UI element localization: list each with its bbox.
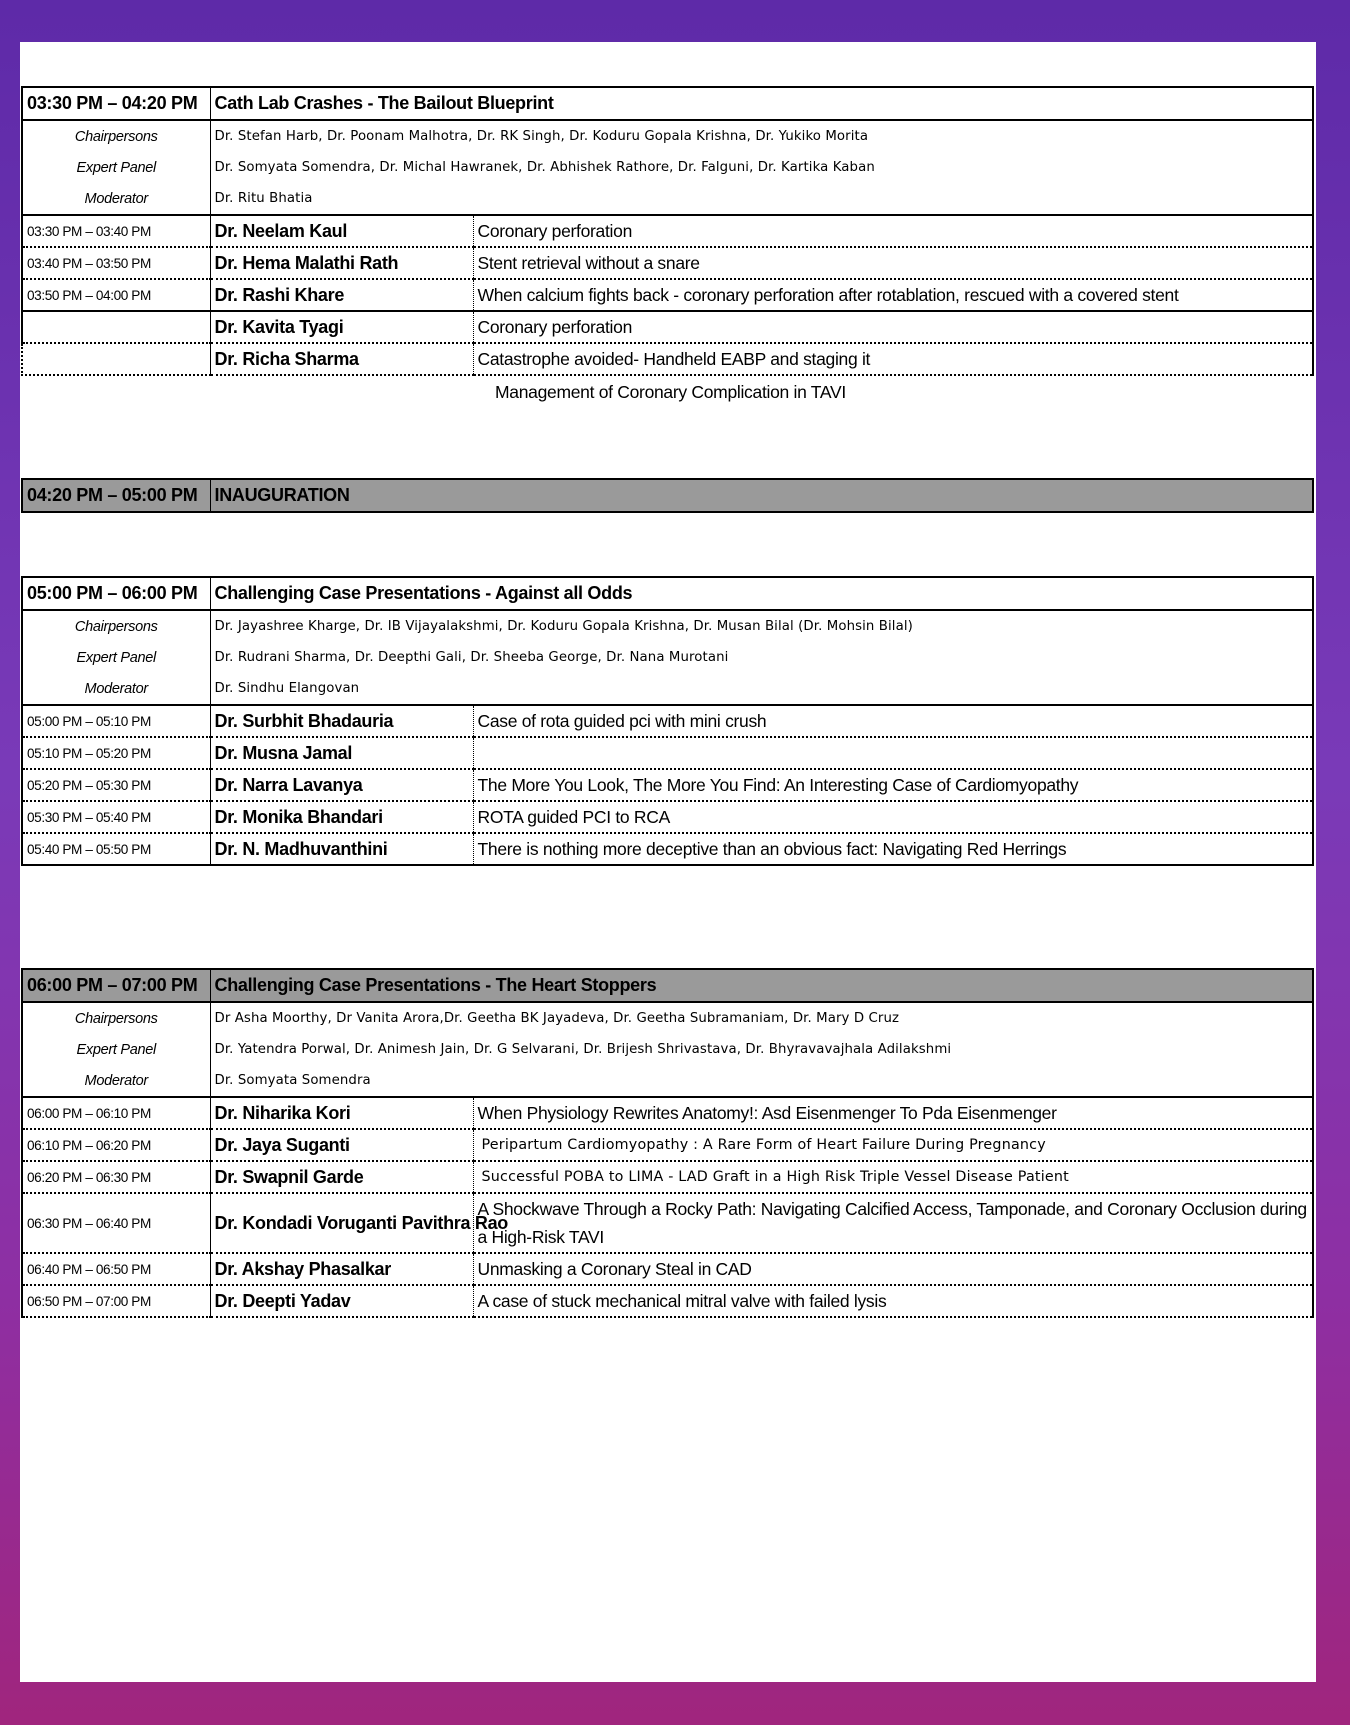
- talk-row: [22, 215, 1313, 247]
- talk-time: 06:10 PM – 06:20 PM: [22, 1129, 210, 1161]
- talk-speaker: Dr. Akshay Phasalkar: [210, 1253, 473, 1285]
- talk-speaker: Dr. Jaya Suganti: [210, 1129, 473, 1161]
- talk-row: [22, 247, 1313, 279]
- role-label: Moderator: [22, 673, 210, 705]
- talk-row: [22, 1253, 1313, 1285]
- talk-time: 05:30 PM – 05:40 PM: [22, 801, 210, 833]
- session-time: 06:00 PM – 07:00 PM: [22, 969, 210, 1002]
- talk-row: [22, 311, 1313, 343]
- talk-speaker: Dr. Niharika Kori: [210, 1097, 473, 1129]
- talk-topic: Case of rota guided pci with mini crush: [473, 705, 1313, 737]
- talk-topic: ROTA guided PCI to RCA: [473, 801, 1313, 833]
- talk-time: 06:40 PM – 06:50 PM: [22, 1253, 210, 1285]
- role-label: Chairpersons: [22, 1002, 210, 1034]
- talk-speaker: Dr. Kavita Tyagi: [210, 311, 473, 343]
- talk-speaker: Dr. Swapnil Garde: [210, 1161, 473, 1193]
- talk-time: 05:40 PM – 05:50 PM: [22, 833, 210, 865]
- role-row-expert-panel: [22, 152, 1313, 183]
- talk-row: [22, 1129, 1313, 1161]
- talk-time: 03:40 PM – 03:50 PM: [22, 247, 210, 279]
- role-row-chairpersons: [22, 1002, 1313, 1034]
- talk-speaker: Dr. Musna Jamal: [210, 737, 473, 769]
- role-names: Dr. Somyata Somendra, Dr. Michal Hawranek, Dr. Abhishek Rathore, Dr. Falguni, Dr. Kartika Kaban: [210, 152, 1313, 183]
- role-label: Chairpersons: [22, 610, 210, 642]
- talk-row: [22, 1193, 1313, 1253]
- talk-topic: When Physiology Rewrites Anatomy!: Asd Eisenmenger To Pda Eisenmenger: [473, 1097, 1313, 1129]
- talk-speaker: Dr. Neelam Kaul: [210, 215, 473, 247]
- session-inauguration: [21, 478, 1314, 513]
- talk-time: 06:20 PM – 06:30 PM: [22, 1161, 210, 1193]
- session-time: 04:20 PM – 05:00 PM: [22, 479, 210, 512]
- role-label: Moderator: [22, 1065, 210, 1097]
- loose-topic: Management of Coronary Complication in TAVI: [495, 382, 846, 402]
- talk-row: [22, 737, 1313, 769]
- talk-time: [22, 311, 210, 343]
- role-row-chairpersons: [22, 120, 1313, 152]
- session-title: Challenging Case Presentations - Against all Odds: [210, 577, 1313, 610]
- talk-row: [22, 279, 1313, 311]
- role-names: Dr. Jayashree Kharge, Dr. IB Vijayalakshmi, Dr. Koduru Gopala Krishna, Dr. Musan Bilal (Dr. Mohsin Bilal): [210, 610, 1313, 642]
- session-header: [22, 479, 1313, 512]
- role-row-expert-panel: [22, 1034, 1313, 1065]
- talk-topic: Successful POBA to LIMA - LAD Graft in a High Risk Triple Vessel Disease Patient: [473, 1161, 1313, 1193]
- role-row-moderator: [22, 183, 1313, 215]
- talk-topic: A case of stuck mechanical mitral valve with failed lysis: [473, 1285, 1313, 1317]
- role-names: Dr. Rudrani Sharma, Dr. Deepthi Gali, Dr. Sheeba George, Dr. Nana Murotani: [210, 642, 1313, 673]
- talk-time: 06:30 PM – 06:40 PM: [22, 1193, 210, 1253]
- role-row-chairpersons: [22, 610, 1313, 642]
- schedule-page: [20, 42, 1316, 1682]
- role-label: Expert Panel: [22, 1034, 210, 1065]
- talk-time: 03:50 PM – 04:00 PM: [22, 279, 210, 311]
- talk-row: [22, 343, 1313, 375]
- talk-time: 05:20 PM – 05:30 PM: [22, 769, 210, 801]
- talk-time: 06:00 PM – 06:10 PM: [22, 1097, 210, 1129]
- talk-topic: Coronary perforation: [473, 311, 1313, 343]
- talk-time: [22, 343, 210, 375]
- talk-row: [22, 769, 1313, 801]
- session-title: INAUGURATION: [210, 479, 1313, 512]
- session-time: 03:30 PM – 04:20 PM: [22, 87, 210, 120]
- talk-speaker: Dr. N. Madhuvanthini: [210, 833, 473, 865]
- talk-topic: Catastrophe avoided- Handheld EABP and staging it: [473, 343, 1313, 375]
- talk-row: [22, 1161, 1313, 1193]
- session-time: 05:00 PM – 06:00 PM: [22, 577, 210, 610]
- talk-time: 03:30 PM – 03:40 PM: [22, 215, 210, 247]
- role-row-moderator: [22, 1065, 1313, 1097]
- talk-row: [22, 1097, 1313, 1129]
- role-label: Moderator: [22, 183, 210, 215]
- role-label: Expert Panel: [22, 152, 210, 183]
- talk-speaker: Dr. Richa Sharma: [210, 343, 473, 375]
- talk-topic: A Shockwave Through a Rocky Path: Navigating Calcified Access, Tamponade, and Coronary Occlusion during a High-Risk TAVI: [473, 1193, 1313, 1253]
- role-label: Expert Panel: [22, 642, 210, 673]
- session-header: [22, 969, 1313, 1002]
- talk-speaker: Dr. Deepti Yadav: [210, 1285, 473, 1317]
- talk-topic: When calcium fights back - coronary perforation after rotablation, rescued with a covered stent: [473, 279, 1313, 311]
- talk-topic: Stent retrieval without a snare: [473, 247, 1313, 279]
- talk-time: 05:10 PM – 05:20 PM: [22, 737, 210, 769]
- session-title: Challenging Case Presentations - The Heart Stoppers: [210, 969, 1313, 1002]
- talk-row: [22, 705, 1313, 737]
- role-label: Chairpersons: [22, 120, 210, 152]
- talk-speaker: Dr. Rashi Khare: [210, 279, 473, 311]
- role-names: Dr. Stefan Harb, Dr. Poonam Malhotra, Dr. RK Singh, Dr. Koduru Gopala Krishna, Dr. Yukiko Morita: [210, 120, 1313, 152]
- talk-topic: Peripartum Cardiomyopathy : A Rare Form of Heart Failure During Pregnancy: [473, 1129, 1313, 1161]
- talk-speaker: Dr. Narra Lavanya: [210, 769, 473, 801]
- session-heart-stoppers: [21, 968, 1314, 1318]
- talk-row: [22, 1285, 1313, 1317]
- session-cath-lab-crashes: [21, 86, 1314, 376]
- talk-topic: The More You Look, The More You Find: An Interesting Case of Cardiomyopathy: [473, 769, 1313, 801]
- talk-speaker: Dr. Hema Malathi Rath: [210, 247, 473, 279]
- role-names: Dr. Sindhu Elangovan: [210, 673, 1313, 705]
- role-names: Dr. Ritu Bhatia: [210, 183, 1313, 215]
- role-names: Dr Asha Moorthy, Dr Vanita Arora,Dr. Geetha BK Jayadeva, Dr. Geetha Subramaniam, Dr. Mary D Cruz: [210, 1002, 1313, 1034]
- session-against-all-odds: [21, 576, 1314, 866]
- talk-row: [22, 801, 1313, 833]
- session-header: [22, 87, 1313, 120]
- talk-time: 06:50 PM – 07:00 PM: [22, 1285, 210, 1317]
- talk-topic: There is nothing more deceptive than an obvious fact: Navigating Red Herrings: [473, 833, 1313, 865]
- role-names: Dr. Yatendra Porwal, Dr. Animesh Jain, Dr. G Selvarani, Dr. Brijesh Shrivastava, Dr. Bhyravavajhala Adilakshmi: [210, 1034, 1313, 1065]
- role-row-moderator: [22, 673, 1313, 705]
- talk-topic: Coronary perforation: [473, 215, 1313, 247]
- role-row-expert-panel: [22, 642, 1313, 673]
- talk-speaker: Dr. Monika Bhandari: [210, 801, 473, 833]
- session-title: Cath Lab Crashes - The Bailout Blueprint: [210, 87, 1313, 120]
- role-names: Dr. Somyata Somendra: [210, 1065, 1313, 1097]
- talk-topic: [473, 737, 1313, 769]
- talk-row: [22, 833, 1313, 865]
- talk-topic: Unmasking a Coronary Steal in CAD: [473, 1253, 1313, 1285]
- session-header: [22, 577, 1313, 610]
- talk-speaker: Dr. Surbhit Bhadauria: [210, 705, 473, 737]
- talk-speaker: Dr. Kondadi Voruganti Pavithra Rao: [210, 1193, 473, 1253]
- talk-time: 05:00 PM – 05:10 PM: [22, 705, 210, 737]
